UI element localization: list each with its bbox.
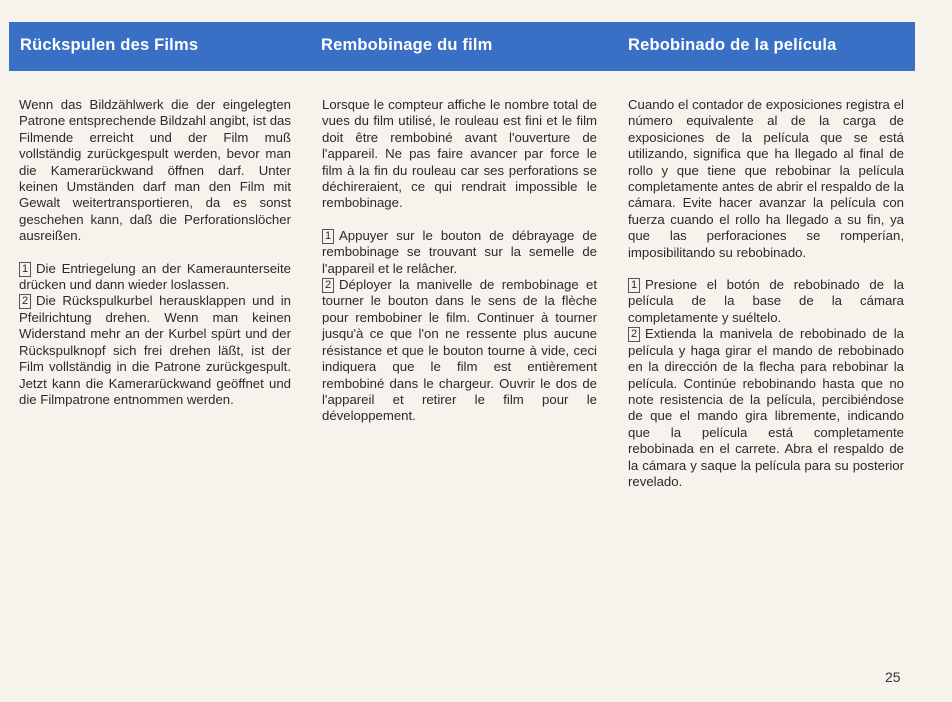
column-german: [19, 97, 291, 408]
intro-paragraph: Cuando el contador de exposiciones registra el número equivalente al de la carga de exposiciones de la película que se está utilizando, significa que ha llegado al final de rollo y que tiene que rebobinar la película completamente antes de abrir el respaldo de la cámara. Evite hacer avanzar la película con fuerza cuando el rollo ha llegado a su fin, ya que las perforaciones se romperían, imposibilitando su rebobinado.: [628, 97, 904, 260]
step-number-box: 2: [628, 327, 640, 342]
step-number-box: 1: [322, 229, 334, 244]
intro-paragraph: Wenn das Bildzählwerk die der eingelegten Patrone entsprechende Bildzahl angibt, ist das Filmende erreicht und der Film muß vollständig zurückgespult werden, bevor man die Kamerarückwand öffnen darf. Unter keinen Umständen darf man den Film mit Gewalt weitertransportieren, da es sonst geschehen kann, daß die Perforationslöcher ausreißen.: [19, 97, 291, 244]
step-text: Presione el botón de rebobinado de la película de la base de la cámara completamente y suéltelo.: [628, 277, 904, 325]
step-text: Extienda la manivela de rebobinado de la película y haga girar el mando de rebobinado en la dirección de la flecha para rebobinar la película. Continúe rebobinando hasta que no note resistencia de la película, percibiéndose de que el mando gira libremente, indicando que la película está completamente rebobinada en el carrete. Abra el respaldo de la cámara y saque la película para su posterior revelado.: [628, 326, 904, 489]
step-1: [628, 277, 904, 326]
intro-paragraph: Lorsque le compteur affiche le nombre total de vues du film utilisé, le rouleau est fini et le film doit être rembobiné avant l'ouverture de l'appareil. Ne pas faire avancer par force le film à la fin du rouleau car ses perforations se déchireraient, ce qui rendrait impossible le rembobinage.: [322, 97, 597, 211]
step-text: Die Entriegelung an der Kameraunterseite drücken und dann wieder loslassen.: [19, 260, 291, 293]
column-french: [322, 97, 597, 425]
step-number-box: 2: [19, 294, 31, 309]
step-number-box: 1: [628, 278, 640, 293]
step-2: [19, 293, 291, 408]
heading-spanish: Rebobinado de la película: [628, 36, 837, 54]
heading-german: Rückspulen des Films: [20, 36, 199, 54]
step-number-box: 1: [19, 262, 31, 277]
step-2: [628, 326, 904, 490]
step-1: [19, 261, 291, 294]
heading-french: Rembobinage du film: [321, 36, 493, 54]
step-text: Appuyer sur le bouton de débrayage de rembobinage se trouvant sur la semelle de l'appareil et le relâcher.: [322, 227, 597, 276]
step-1: [322, 228, 597, 277]
step-text: Die Rückspulkurbel herausklappen und in Pfeilrichtung drehen. Wenn man keinen Widerstand mehr an der Kurbel spürt und der Rückspulknopf sich frei drehen läßt, ist der Film vollständig in die Patrone zurückgespult. Jetzt kann die Kamerarückwand geöffnet und die Filmpatrone entnommen werden.: [19, 293, 291, 407]
step-text: Déployer la manivelle de rembobinage et tourner le bouton dans le sens de la flèche pour rembobiner le film. Continuer à tourner jusqu'à ce que l'on ne ressente plus aucune résistance et que le bouton tourne à vide, ceci indiquera que le film est entièrement rembobiné dans le chargeur. Ouvrir le dos de l'appareil et retirer le film pour le développement.: [322, 277, 597, 424]
step-2: [322, 277, 597, 425]
page-number: 25: [885, 669, 901, 685]
column-spanish: [628, 97, 904, 490]
step-number-box: 2: [322, 278, 334, 293]
